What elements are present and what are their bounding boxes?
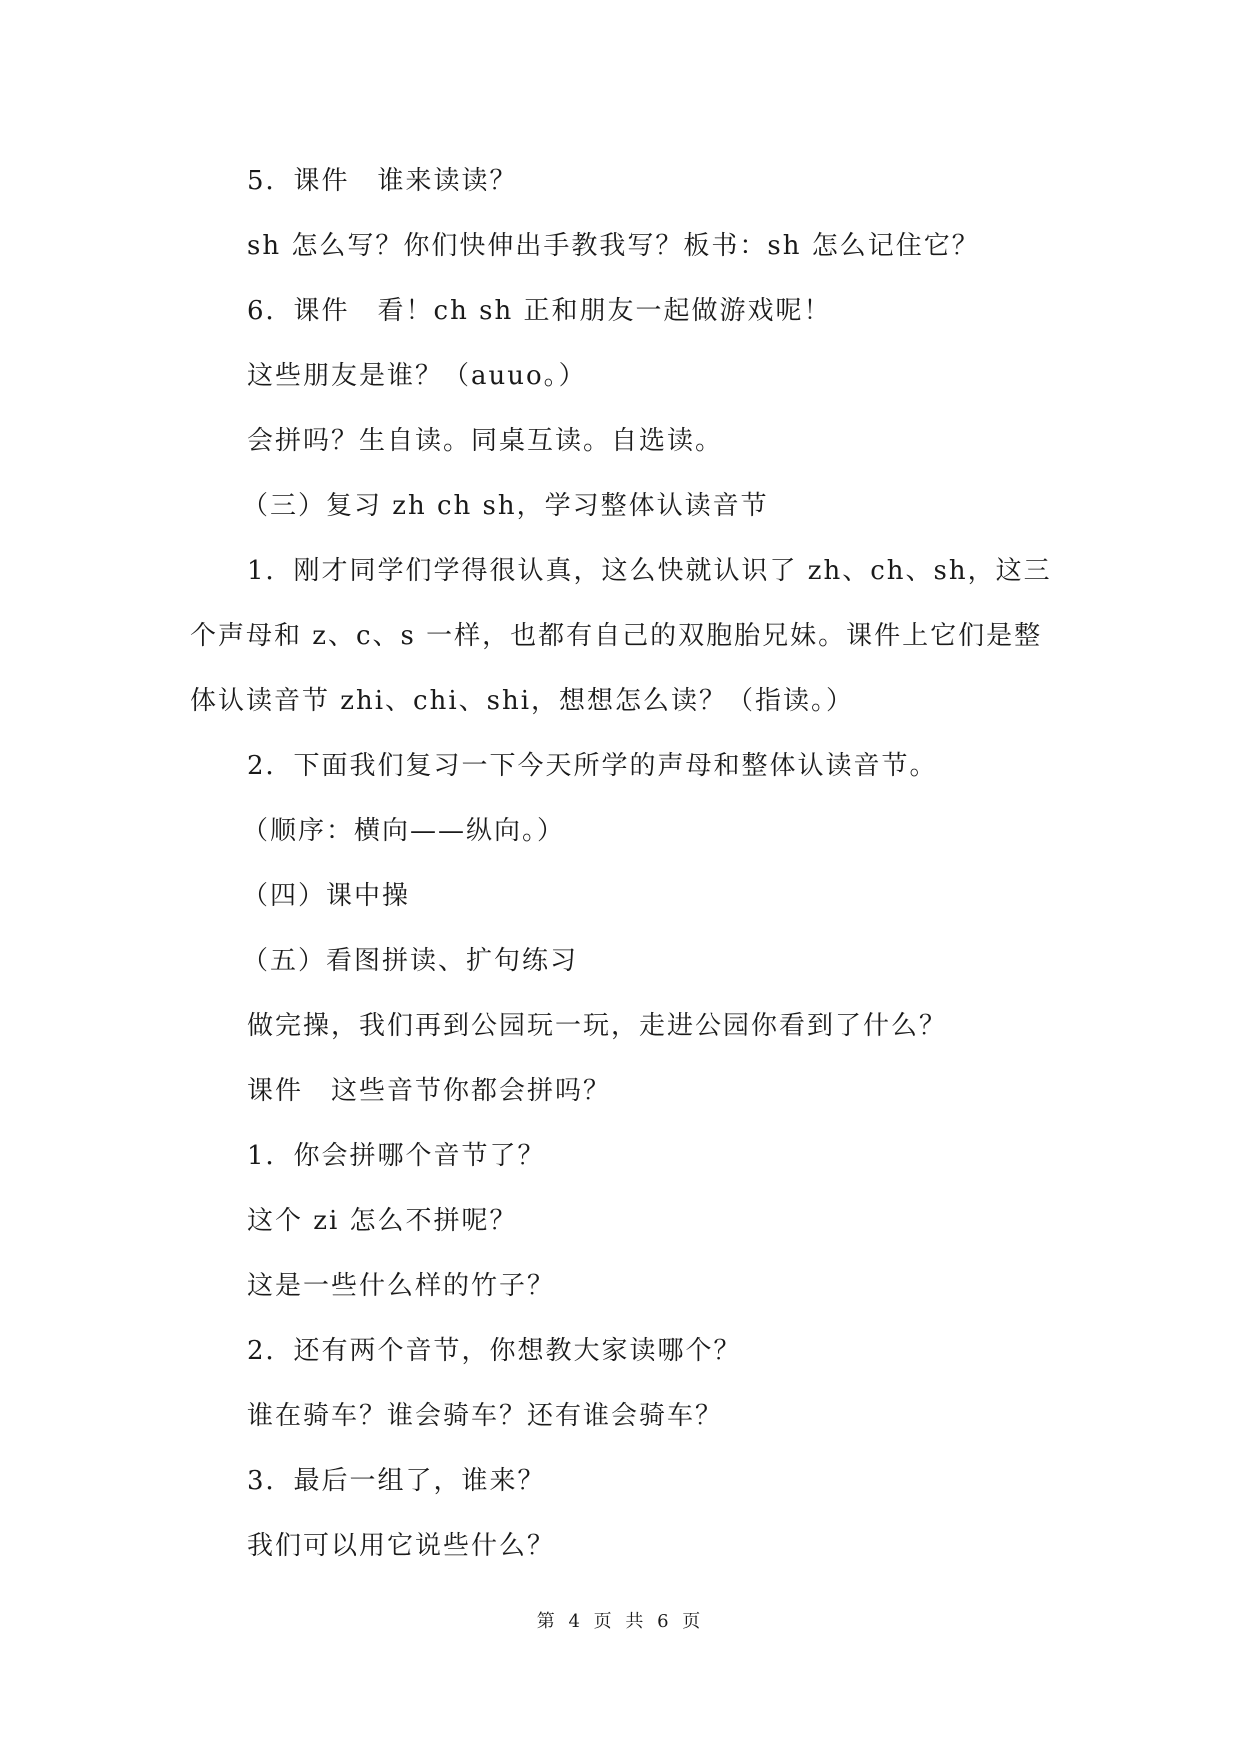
section-heading-4: （四）课中操 — [242, 881, 411, 911]
text-line-21: 3．最后一组了，谁来？ — [247, 1466, 546, 1496]
text-line-2: sh 怎么写？你们快伸出手教我写？板书：sh 怎么记住它？ — [247, 231, 980, 261]
section-heading-3: （三）复习 zh ch sh，学习整体认读音节 — [242, 491, 769, 521]
text-line-1: 5．课件 谁来读读？ — [247, 166, 518, 196]
text-line-10: 2．下面我们复习一下今天所学的声母和整体认读音节。 — [247, 751, 938, 781]
text-line-18: 这是一些什么样的竹子？ — [247, 1271, 556, 1301]
text-line-4: 这些朋友是谁？（auuo。） — [247, 361, 587, 391]
section-heading-5: （五）看图拼读、扩句练习 — [242, 946, 579, 976]
text-line-14: 做完操，我们再到公园玩一玩，走进公园你看到了什么？ — [247, 1011, 948, 1041]
text-line-16: 1．你会拼哪个音节了？ — [247, 1141, 546, 1171]
text-line-7: 1．刚才同学们学得很认真，这么快就认识了 zh、ch、sh，这三 — [247, 556, 1052, 586]
text-line-11: （顺序：横向——纵向。） — [242, 816, 566, 846]
text-line-17: 这个 zi 怎么不拼呢？ — [247, 1206, 518, 1236]
text-line-20: 谁在骑车？谁会骑车？还有谁会骑车？ — [247, 1401, 724, 1431]
text-line-5: 会拼吗？生自读。同桌互读。自选读。 — [247, 426, 724, 456]
text-line-8: 个声母和 z、c、s 一样，也都有自己的双胞胎兄妹。课件上它们是整 — [190, 621, 1043, 651]
text-line-15: 课件 这些音节你都会拼吗？ — [247, 1076, 612, 1106]
text-line-19: 2．还有两个音节，你想教大家读哪个？ — [247, 1336, 742, 1366]
text-line-9: 体认读音节 zhi、chi、shi，想想怎么读？（指读。） — [190, 686, 855, 716]
page-number-footer: 第 4 页 共 6 页 — [536, 1611, 705, 1632]
text-line-3: 6．课件 看！ch sh 正和朋友一起做游戏呢！ — [247, 296, 832, 326]
text-line-22: 我们可以用它说些什么？ — [247, 1531, 556, 1561]
